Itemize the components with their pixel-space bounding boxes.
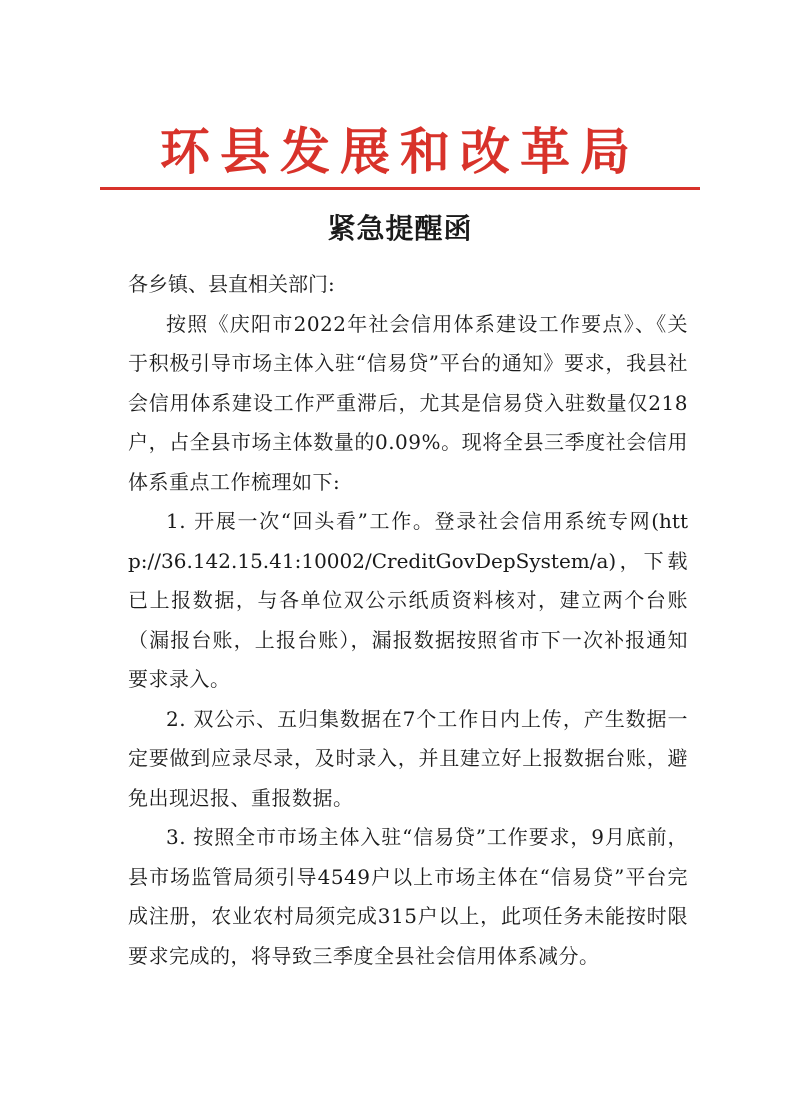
item-1-paragraph bbox=[128, 502, 688, 700]
document-body bbox=[128, 265, 688, 976]
item-1-lead: 1. 开展一次“回头看”工作。登录社会信用系统专网 bbox=[166, 509, 652, 533]
intro-paragraph: 按照《庆阳市2022年社会信用体系建设工作要点》、《关于积极引导市场主体入驻“信易贷”平台的通知》要求，我县社会信用体系建设工作严重滞后，尤其是信易贷入驻数量仅218户，占全县市场主体数量的0.09%。现将全县三季度社会信用体系重点工作梳理如下: bbox=[128, 311, 688, 494]
salutation: 各乡镇、县直相关部门: bbox=[128, 272, 335, 296]
letterhead-org-name: 环县发展和改革局 bbox=[160, 122, 640, 181]
credit-system-url: (http://36.142.15.41:10002/CreditGovDepSystem/a) bbox=[128, 509, 688, 573]
item-2-paragraph: 2. 双公示、五归集数据在7个工作日内上传，产生数据一定要做到应录尽录，及时录入，并且建立好上报数据台账，避免出现迟报、重报数据。 bbox=[128, 706, 688, 810]
item-1-rest: ，下载已上报数据，与各单位双公示纸质资料核对，建立两个台账（漏报台账，上报台账），漏报数据按照省市下一次补报通知要求录入。 bbox=[128, 548, 688, 691]
document-title: 紧急提醒函 bbox=[327, 212, 473, 245]
item-3-paragraph: 3. 按照全市市场主体入驻“信易贷”工作要求，9月底前，县市场监管局须引导4549户以上市场主体在“信易贷”平台完成注册，农业农村局须完成315户以上，此项任务未能按时限要求完成的，将导致三季度全县社会信用体系减分。 bbox=[128, 825, 688, 968]
letterhead-red-rule bbox=[100, 187, 700, 190]
